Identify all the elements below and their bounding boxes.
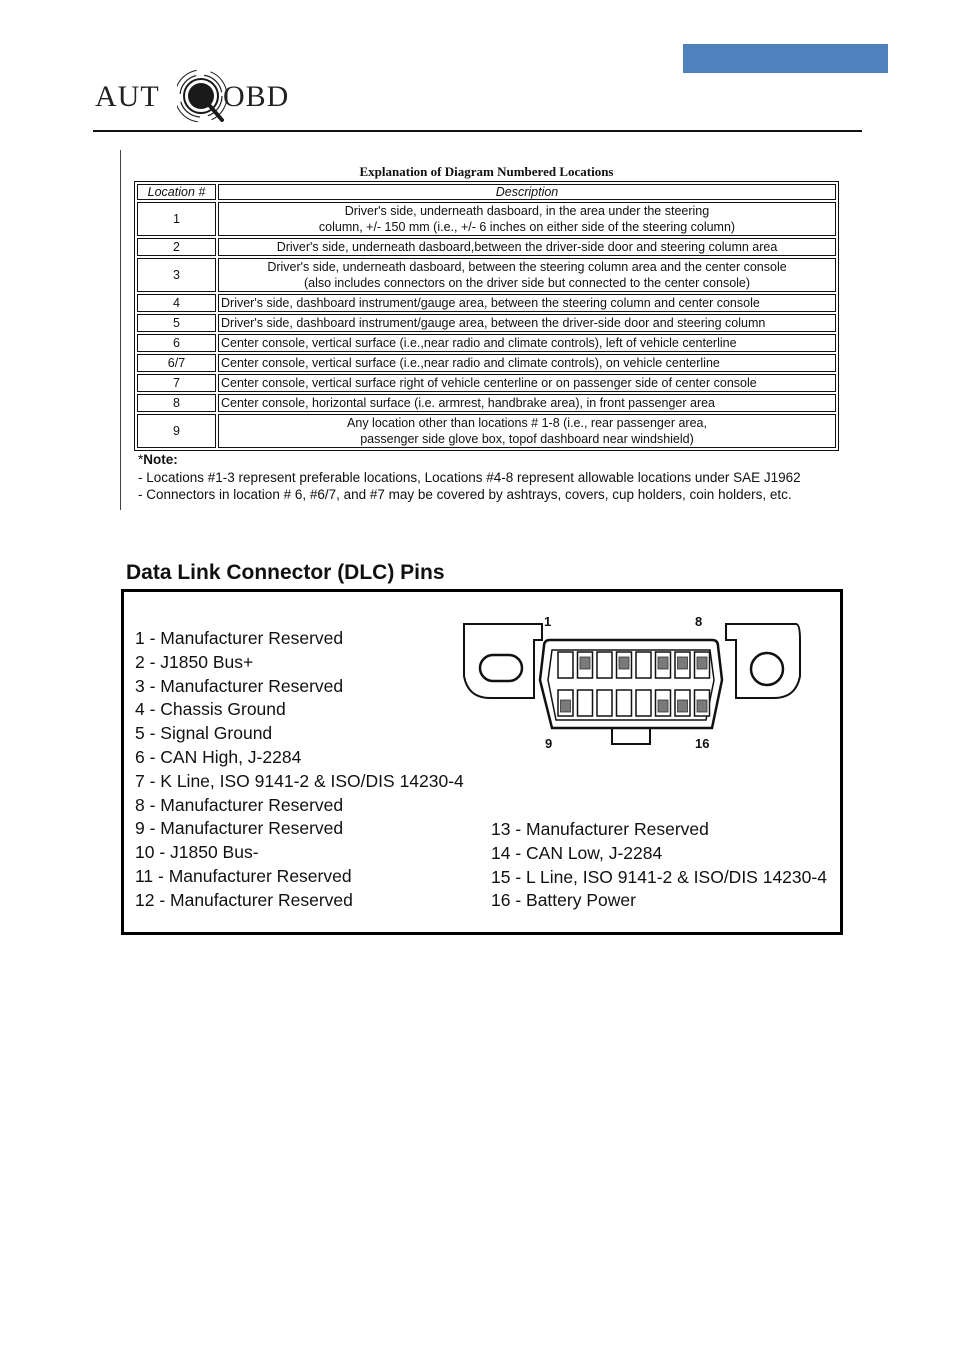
note-block [138,451,801,504]
table-row [137,314,836,332]
logo-text-left: AUT [95,80,160,113]
location-number-cell: 9 [137,414,216,448]
pin-item: 13 - Manufacturer Reserved [491,819,709,839]
header-accent-bar [683,44,888,73]
location-description-cell [218,258,836,292]
table-row [137,414,836,448]
bottom-pin-contact [678,700,688,712]
connector-label-pin-1: 1 [544,614,552,629]
table-row [137,258,836,292]
pin-item: 1 - Manufacturer Reserved [135,628,344,648]
table-row [137,374,836,392]
top-pin-contact [678,657,688,669]
description-line: Center console, horizontal surface (i.e. armrest, handbrake area), in front passenger area [221,396,716,410]
top-pin-contact [697,657,707,669]
location-number-cell: 1 [137,202,216,236]
location-number-cell: 3 [137,258,216,292]
location-description-cell [218,414,836,448]
description-line: passenger side glove box, topof dashboard near windshield) [360,432,694,446]
top-pin-slot [636,652,651,678]
table-row [137,334,836,352]
location-description-cell [218,202,836,236]
autoobd-logo [95,62,295,130]
pin-item: 8 - Manufacturer Reserved [135,794,344,815]
description-line: (also includes connectors on the driver side but connected to the center console) [303,276,751,290]
location-description-cell [218,354,836,372]
location-description-cell [218,374,836,392]
pin-item: 4 - Chassis Ground [135,699,286,720]
right-pin-list [491,818,827,913]
bottom-pin-slot [617,690,632,716]
description-line: Driver's side, dashboard instrument/gauge area, between the steering column and center console [221,296,760,310]
bottom-pin-slot [636,690,651,716]
location-number-cell: 8 [137,394,216,412]
bottom-pin-slot [597,690,612,716]
top-pin-contact [619,657,629,669]
description-line: Driver's side, dashboard instrument/gauge area, between the driver-side door and steering column [221,316,766,330]
top-pin-contact [580,657,590,669]
location-description-cell [218,334,836,352]
location-description-cell [218,314,836,332]
description-line: Driver's side, underneath dasboard, between the steering column area and the center console [267,260,787,274]
table-row [137,294,836,312]
pin-item: 5 - Signal Ground [135,723,273,744]
location-number-cell: 7 [137,374,216,392]
location-number-cell: 4 [137,294,216,312]
locations-table [134,181,839,451]
bottom-pin-contact [561,700,571,712]
description-line: Center console, vertical surface (i.e.,near radio and climate controls), on vehicle centerline [221,356,720,370]
bottom-pin-contact [697,700,707,712]
pin-item: 6 - CAN High, J-2284 [135,746,302,767]
locations-table-title: Explanation of Diagram Numbered Locations [359,164,614,179]
obd-connector-diagram [460,610,810,765]
table-row [137,238,836,256]
description-line: Any location other than locations # 1-8 (i.e., rear passenger area, [347,416,707,430]
logo-text-right: OBD [223,80,290,113]
description-line: Center console, vertical surface (i.e.,near radio and climate controls), left of vehicle centerline [221,336,737,350]
location-column-header: Location # [137,184,216,200]
description-line: column, +/- 150 mm (i.e., +/- 6 inches on either side of the steering column) [318,220,736,234]
table-row [137,202,836,236]
location-description-cell [218,394,836,412]
pin-item: 7 - K Line, ISO 9141-2 & ISO/DIS 14230-4 [135,770,464,791]
description-column-header: Description [218,184,836,200]
pin-item: 3 - Manufacturer Reserved [135,675,344,696]
locations-table-body [137,202,836,448]
pin-item: 9 - Manufacturer Reserved [135,818,344,839]
note-heading: Note: [143,452,178,467]
location-description-cell [218,294,836,312]
note-line: - Locations #1-3 represent preferable locations, Locations #4-8 represent allowable locations under SAE J1962 [138,469,801,485]
pin-item: 2 - J1850 Bus+ [135,651,254,672]
pin-item: 11 - Manufacturer Reserved [135,865,352,886]
pin-item: 16 - Battery Power [491,890,636,911]
description-line: Driver's side, underneath dasboard,between the driver-side door and steering column area [276,240,778,254]
pin-item: 10 - J1850 Bus- [135,842,259,863]
top-pin-slot [558,652,573,678]
header-divider [93,130,862,132]
obd-connector-icon [460,610,810,760]
dlc-title: Data Link Connector (DLC) Pins [126,561,445,584]
left-pin-list [135,627,464,913]
location-number-cell: 6 [137,334,216,352]
table-header-row [137,184,836,200]
location-number-cell: 6/7 [137,354,216,372]
top-pin-slot [597,652,612,678]
pin-item: 14 - CAN Low, J-2284 [491,842,663,863]
bottom-pin-slot [578,690,593,716]
description-line: Center console, vertical surface right of vehicle centerline or on passenger side of center console [221,376,757,390]
pin-item: 12 - Manufacturer Reserved [135,889,353,910]
margin-line [120,150,121,510]
note-prefix: * [138,452,144,467]
connector-label-pin-16: 16 [695,736,710,751]
connector-label-pin-9: 9 [545,736,553,751]
note-line: - Connectors in location # 6, #6/7, and #7 may be covered by ashtrays, covers, cup holders, coin holders, etc. [138,487,792,502]
pin-item: 15 - L Line, ISO 9141-2 & ISO/DIS 14230-4 [491,866,827,887]
bottom-pin-contact [658,700,668,712]
description-line: Driver's side, underneath dasboard, in the area under the steering [344,204,710,218]
location-number-cell: 5 [137,314,216,332]
connector-label-pin-8: 8 [695,614,703,629]
table-row [137,394,836,412]
top-pin-contact [658,657,668,669]
location-description-cell [218,238,836,256]
location-number-cell: 2 [137,238,216,256]
table-row [137,354,836,372]
